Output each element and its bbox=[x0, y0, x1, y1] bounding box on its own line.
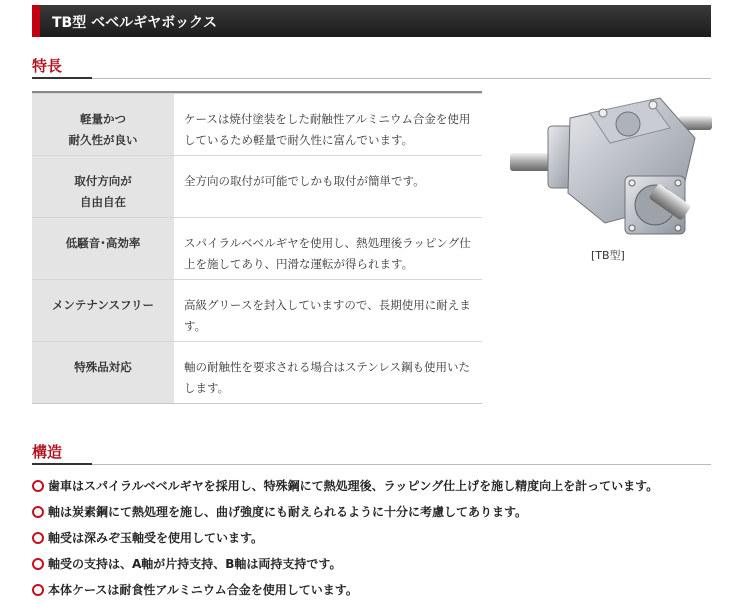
bullet-icon bbox=[32, 532, 44, 544]
page-title: TB型 ベベルギヤボックス bbox=[52, 15, 217, 31]
bullet-icon bbox=[32, 480, 44, 492]
list-item bbox=[32, 476, 722, 502]
feature-key: 取付方向が 自由自在 bbox=[32, 156, 174, 218]
title-accent bbox=[32, 5, 40, 37]
list-item bbox=[32, 580, 722, 606]
divider bbox=[32, 464, 711, 465]
feature-value: 高級グリースを封入していますので、長期使用に耐えます。 bbox=[174, 280, 482, 342]
list-item-text: 軸は炭素鋼にて熱処理を施し、曲げ強度にも耐えられるように十分に考慮してあります。 bbox=[48, 505, 528, 519]
feature-key: 特殊品対応 bbox=[32, 342, 174, 404]
page-title-bar bbox=[32, 5, 711, 37]
list-item bbox=[32, 502, 722, 528]
feature-key: 軽量かつ 耐久性が良い bbox=[32, 94, 174, 156]
list-item bbox=[32, 528, 722, 554]
divider-accent bbox=[32, 463, 92, 465]
feature-key: 低騒音･高効率 bbox=[32, 218, 174, 280]
list-item-text: 本体ケースは耐食性アルミニウム合金を使用しています。 bbox=[48, 583, 358, 597]
bullet-icon bbox=[32, 506, 44, 518]
feature-value: 軸の耐触性を要求される場合はステンレス鋼も使用いたします。 bbox=[174, 342, 482, 404]
list-item-text: 軸受は深みぞ玉軸受を使用しています。 bbox=[48, 531, 264, 545]
feature-value: 全方向の取付が可能でしかも取付が簡単です。 bbox=[174, 156, 482, 218]
table-row bbox=[32, 342, 482, 404]
list-item-text: 軸受の支持は、A軸が片持支持、B軸は両持支持です。 bbox=[48, 557, 342, 571]
features-heading-label: 特長 bbox=[32, 57, 63, 75]
bullet-icon bbox=[32, 584, 44, 596]
structure-heading bbox=[32, 441, 711, 467]
feature-value: スパイラルベベルギヤを使用し、熱処理後ラッピング仕上を施してあり、円滑な運転が得られます。 bbox=[174, 218, 482, 280]
structure-list bbox=[32, 476, 722, 606]
feature-key: メンテナンスフリー bbox=[32, 280, 174, 342]
divider-accent bbox=[32, 77, 92, 79]
bullet-icon bbox=[32, 558, 44, 570]
table-row bbox=[32, 94, 482, 156]
list-item-text: 歯車はスパイラルベベルギヤを採用し、特殊鋼にて熱処理後、ラッピング仕上げを施し精度向上を計っています。 bbox=[48, 479, 659, 493]
table-row bbox=[32, 280, 482, 342]
gearbox-product-image bbox=[510, 88, 715, 248]
structure-heading-label: 構造 bbox=[32, 443, 63, 461]
product-caption: [TB型] bbox=[591, 249, 625, 262]
table-row bbox=[32, 156, 482, 218]
divider bbox=[32, 78, 711, 79]
features-heading bbox=[32, 55, 711, 81]
features-table bbox=[32, 93, 482, 404]
feature-value: ケースは焼付塗装をした耐触性アルミニウム合金を使用しているため軽量で耐久性に富んでいます。 bbox=[174, 94, 482, 156]
list-item bbox=[32, 554, 722, 580]
table-row bbox=[32, 218, 482, 280]
